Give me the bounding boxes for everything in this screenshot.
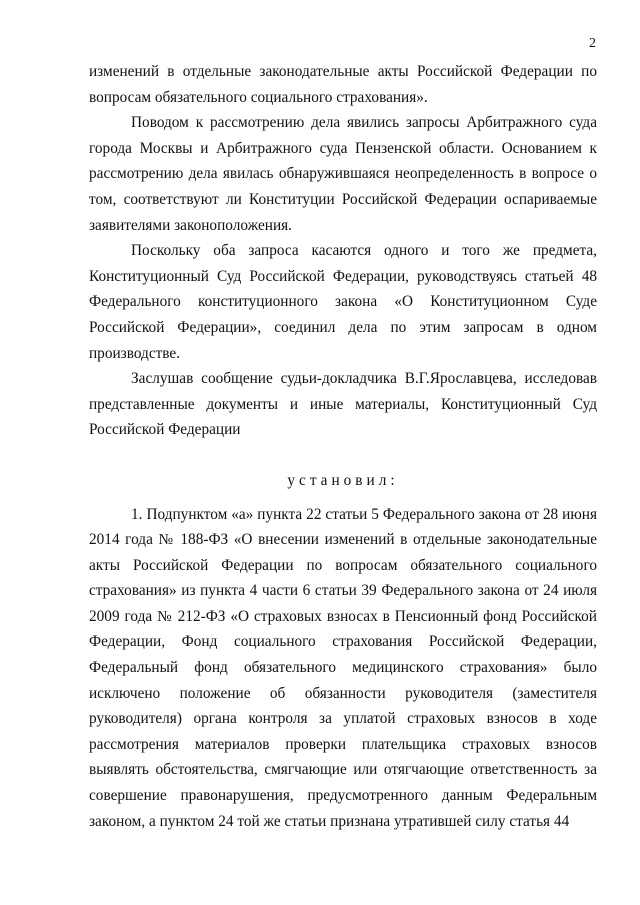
paragraph-point-1: 1. Подпунктом «а» пункта 22 статьи 5 Федерального закона от 28 июня 2014 года № 188-ФЗ «О внесении изменений в отдельные законодательные акты Российской Федерации по вопросам обязательного социального страхования» из пункта 4 части 6 статьи 39 Федерального закона от 24 июля 2009 года № 212-ФЗ «О страховых взносах в Пенсионный фонд Российской Федерации, Фонд социального страхования Российской Федерации, Федеральный фонд обязательного медицинского страхования» было исключено положение об обязанности руководителя (заместителя руководителя) органа контроля за уплатой страховых взносов в ходе рассмотрения материалов проверки плательщика страховых взносов выявлять обстоятельства, смягчающие или отягчающие ответственность за совершение правонарушения, предусмотренного данным Федеральным законом, а пунктом 24 той же статьи признана утратившей силу статья 44 [89, 505, 597, 830]
section-heading: установил: [287, 471, 399, 489]
paragraph-continuation: изменений в отдельные законодательные акты Российской Федерации по вопросам обязательного социального страхования». [89, 63, 597, 106]
page-number: 2 [589, 36, 596, 51]
paragraph-joinder: Поскольку оба запроса касаются одного и того же предмета, Конституционный Суд Российской Федерации, руководствуясь статьей 48 Федерального конституционного закона «О Конституционном Суде Российской Федерации», соединил дела по этим запросам в одном производстве. [89, 242, 597, 362]
paragraph-hearing: Заслушав сообщение судьи-докладчика В.Г.Ярославцева, исследовав представленные документы и иные материалы, Конституционный Суд Российской Федерации [89, 370, 597, 439]
paragraph-grounds: Поводом к рассмотрению дела явились запросы Арбитражного суда города Москвы и Арбитражного суда Пензенской области. Основанием к рассмотрению дела явилась обнаружившаяся неопределенность в вопросе о том, соответствуют ли Конституции Российской Федерации оспариваемые заявителями законоположения. [89, 114, 597, 234]
document-body [89, 59, 597, 834]
